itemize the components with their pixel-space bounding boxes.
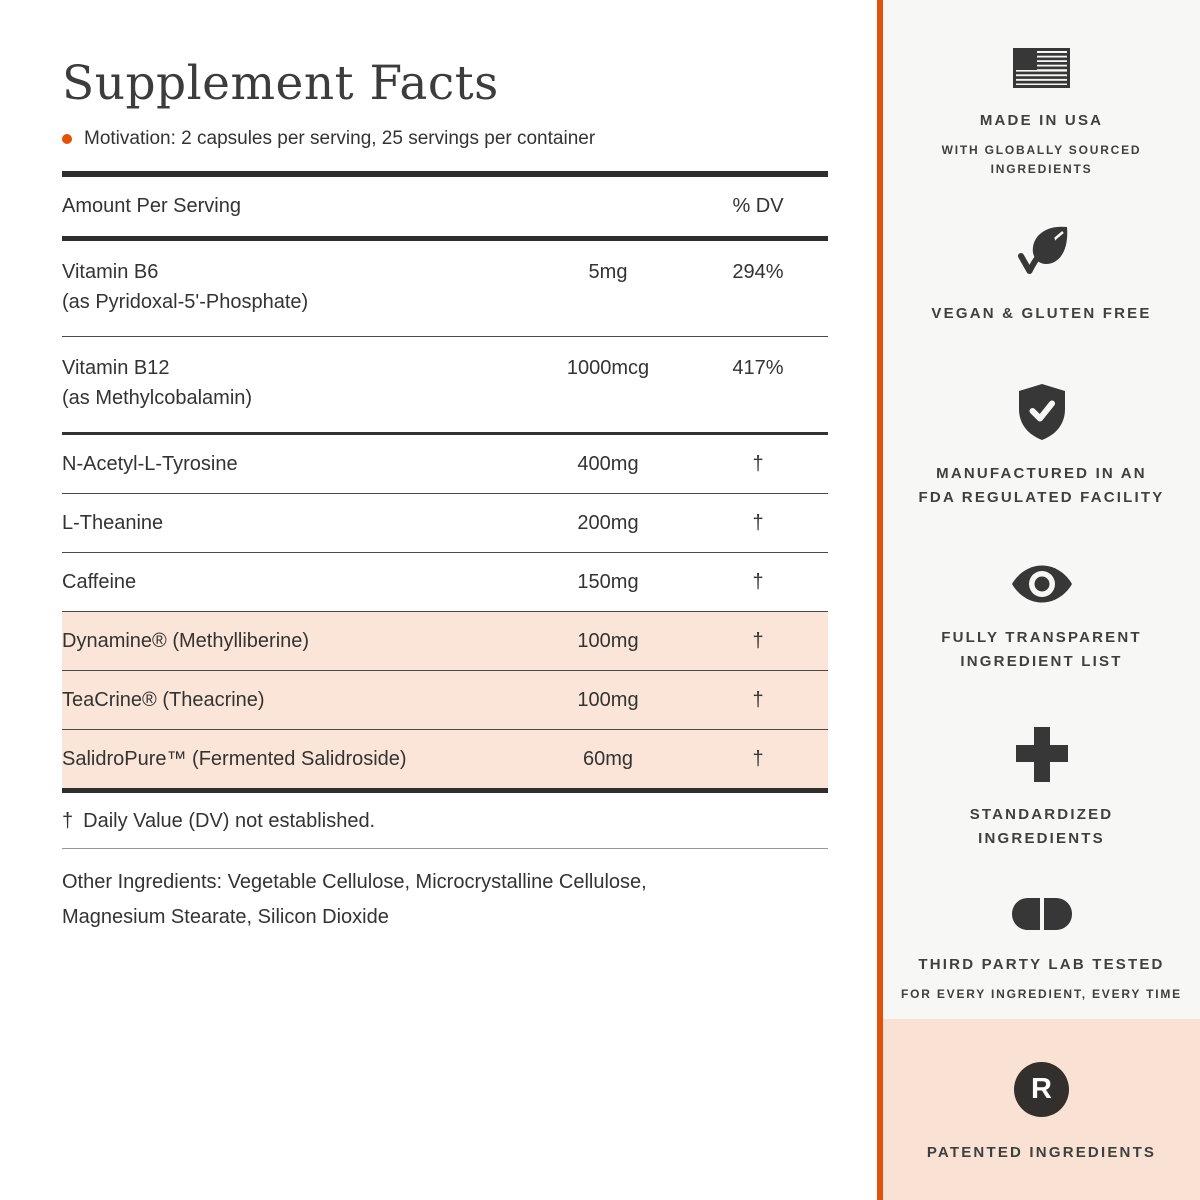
ingredient-amount: 1000mcg (566, 357, 650, 379)
ingredient-amount: 5mg (588, 261, 628, 283)
badge-title: PATENTED INGREDIENTS (926, 1144, 1157, 1161)
table-row (62, 552, 828, 611)
ingredient-dv: † (752, 512, 764, 534)
badge-title: THIRD PARTY LAB TESTED (918, 956, 1165, 973)
ingredient-dv: 294% (732, 261, 784, 283)
badge-standardized-ingredients (883, 727, 1200, 851)
ingredient-amount: 150mg (577, 571, 639, 593)
facts-table-header (62, 177, 828, 241)
badge-transparent-ingredients (883, 563, 1200, 674)
table-row (62, 336, 828, 432)
table-row-highlighted (62, 670, 828, 729)
ingredient-dv: † (752, 453, 764, 475)
ingredient-detail: (as Methylcobalamin) (62, 387, 253, 409)
badge-made-in-usa (883, 48, 1200, 179)
badge-lab-tested (883, 896, 1200, 1004)
amount-per-serving-label: Amount Per Serving (62, 195, 241, 217)
bullet-dot-icon (62, 134, 72, 144)
dagger-symbol: † (62, 810, 74, 832)
badge-subtitle: FOR EVERY INGREDIENT, EVERY TIME (901, 987, 1182, 1001)
badge-title-line: INGREDIENT LIST (960, 653, 1123, 670)
facts-table (62, 171, 828, 793)
ingredient-amount: 100mg (577, 689, 639, 711)
badge-title: VEGAN & GLUTEN FREE (931, 305, 1152, 322)
badge-title-line: INGREDIENTS (978, 830, 1105, 847)
cross-icon (883, 727, 1200, 782)
page-title: Supplement Facts (62, 56, 499, 111)
dv-footnote (62, 793, 828, 849)
capsule-icon (883, 896, 1200, 932)
badge-vegan-gluten-free (883, 225, 1200, 326)
ingredient-dv: † (752, 748, 764, 770)
ingredient-dv: † (752, 571, 764, 593)
ingredient-dv: † (752, 630, 764, 652)
ingredient-amount: 200mg (577, 512, 639, 534)
percent-dv-label: % DV (732, 195, 784, 217)
badge-patented-ingredients (883, 1019, 1200, 1200)
ingredient-name: Vitamin B6 (62, 261, 159, 283)
ingredient-amount: 60mg (582, 748, 634, 770)
badge-title-line: FDA REGULATED FACILITY (918, 489, 1165, 506)
ingredient-name: TeaCrine® (Theacrine) (62, 689, 265, 711)
badge-title-line: MANUFACTURED IN AN (936, 465, 1147, 482)
table-row-highlighted (62, 729, 828, 788)
ingredient-name: Dynamine® (Methylliberine) (62, 630, 310, 652)
badge-fda-facility (883, 383, 1200, 510)
serving-summary (62, 128, 828, 150)
ingredient-amount: 400mg (577, 453, 639, 475)
serving-summary-text: Motivation: 2 capsules per serving, 25 servings per container (84, 128, 596, 149)
table-row (62, 241, 828, 336)
usa-flag-icon (883, 48, 1200, 88)
registered-icon: R (1014, 1062, 1069, 1117)
ingredient-detail: (as Pyridoxal-5'-Phosphate) (62, 291, 309, 313)
ingredient-name: N-Acetyl-L-Tyrosine (62, 453, 238, 475)
other-ingredients: Other Ingredients: Vegetable Cellulose, Microcrystalline Cellulose, Magnesium Stearate, Silicon Dioxide (62, 871, 647, 928)
badge-title: MADE IN USA (979, 112, 1104, 129)
ingredient-dv: 417% (732, 357, 784, 379)
badge-title-line: STANDARDIZED (969, 806, 1114, 823)
ingredient-name: L-Theanine (62, 512, 164, 534)
badge-title-line: FULLY TRANSPARENT (941, 629, 1142, 646)
table-row (62, 493, 828, 552)
badges-sidebar (883, 0, 1200, 1200)
table-row-highlighted (62, 611, 828, 670)
dv-footnote-text: Daily Value (DV) not established. (83, 810, 376, 832)
ingredient-amount: 100mg (577, 630, 639, 652)
ingredient-name: SalidroPure™ (Fermented Salidroside) (62, 748, 407, 770)
table-row (62, 432, 828, 493)
badge-subtitle-line: INGREDIENTS (990, 162, 1093, 176)
ingredient-name: Vitamin B12 (62, 357, 170, 379)
ingredient-name: Caffeine (62, 571, 137, 593)
badge-subtitle-line: WITH GLOBALLY SOURCED (941, 143, 1142, 157)
eye-icon (883, 563, 1200, 605)
ingredient-dv: † (752, 689, 764, 711)
shield-check-icon (883, 383, 1200, 441)
leaf-check-icon (883, 225, 1200, 281)
